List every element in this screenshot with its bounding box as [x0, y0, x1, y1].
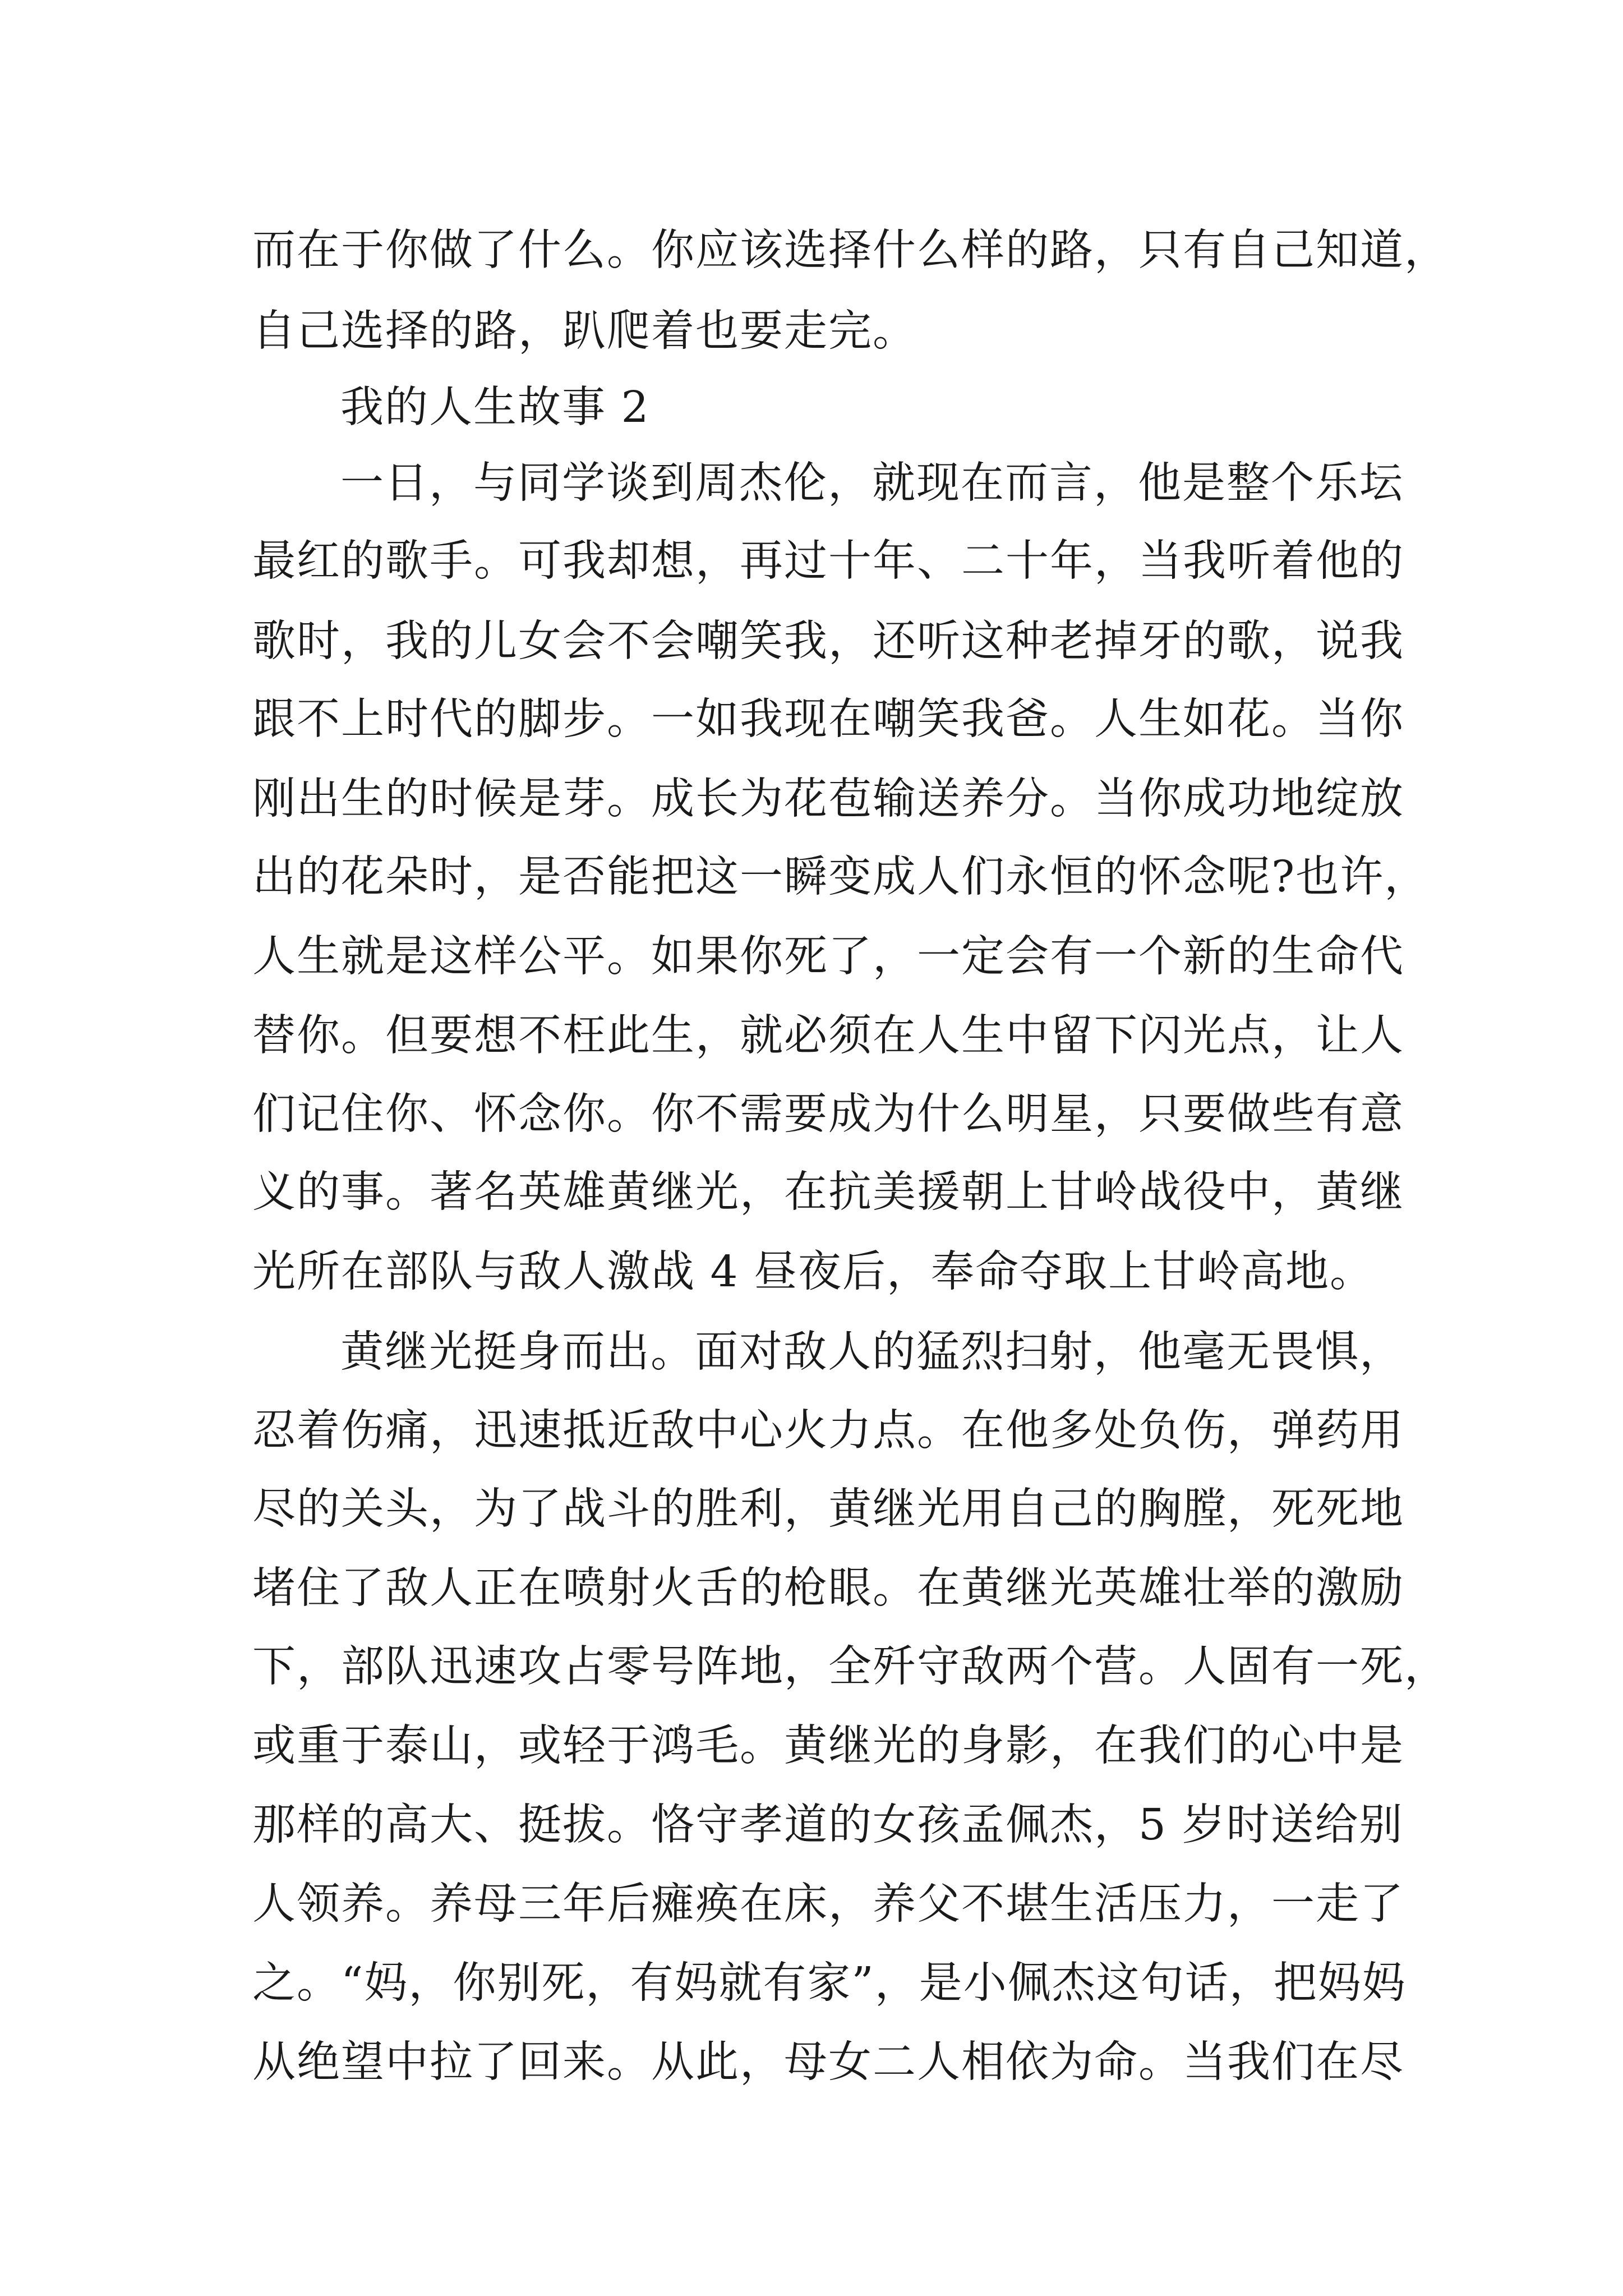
text-line: 出的花朵时，是否能把这一瞬变成人们永恒的怀念呢?也许， [252, 852, 1429, 902]
text-line: 那样的高大、挺拔。恪守孝道的女孩孟佩杰，5 岁时送给别 [252, 1800, 1404, 1850]
text-line: 光所在部队与敌人激战 4 昼夜后，奉命夺取上甘岭高地。 [252, 1247, 1374, 1297]
text-line: 歌时，我的儿女会不会嘲笑我，还听这种老掉牙的歌，说我 [252, 616, 1404, 666]
text-line: 自己选择的路，趴爬着也要走完。 [252, 306, 917, 356]
text-line: 人领养。养母三年后瘫痪在床，养父不堪生活压力，一走了 [252, 1879, 1404, 1929]
text-line: 尽的关头，为了战斗的胜利，黄继光用自己的胸膛，死死地 [252, 1484, 1404, 1534]
text-line: 们记住你、怀念你。你不需要成为什么明星，只要做些有意 [252, 1089, 1404, 1139]
text-line: 最红的歌手。可我却想，再过十年、二十年，当我听着他的 [252, 536, 1404, 586]
text-line: 忍着伤痛，迅速抵近敌中心火力点。在他多处负伤，弹药用 [252, 1406, 1404, 1456]
text-line: 堵住了敌人正在喷射火舌的枪眼。在黄继光英雄壮举的激励 [252, 1563, 1404, 1613]
text-line: 之。“妈，你别死，有妈就有家”，是小佩杰这句话，把妈妈 [252, 1958, 1407, 2008]
section-heading: 我的人生故事 2 [340, 383, 650, 432]
text-line: 刚出生的时候是芽。成长为花苞输送养分。当你成功地绽放 [252, 774, 1404, 824]
text-line: 一日，与同学谈到周杰伦，就现在而言，他是整个乐坛 [340, 458, 1404, 508]
text-line: 义的事。著名英雄黄继光，在抗美援朝上甘岭战役中，黄继 [252, 1167, 1404, 1217]
text-line: 黄继光挺身而出。面对敌人的猛烈扫射，他毫无畏惧， [340, 1327, 1404, 1377]
text-line: 替你。但要想不枉此生，就必须在人生中留下闪光点，让人 [252, 1011, 1404, 1061]
text-line: 从绝望中拉了回来。从此，母女二人相依为命。当我们在尽 [252, 2037, 1404, 2087]
text-line: 下，部队迅速攻占零号阵地，全歼守敌两个营。人固有一死， [252, 1642, 1449, 1692]
text-line: 而在于你做了什么。你应该选择什么样的路，只有自己知道， [252, 226, 1449, 275]
text-line: 人生就是这样公平。如果你死了，一定会有一个新的生命代 [252, 932, 1404, 982]
text-line: 或重于泰山，或轻于鸿毛。黄继光的身影，在我们的心中是 [252, 1721, 1404, 1771]
text-line: 跟不上时代的脚步。一如我现在嘲笑我爸。人生如花。当你 [252, 694, 1404, 744]
